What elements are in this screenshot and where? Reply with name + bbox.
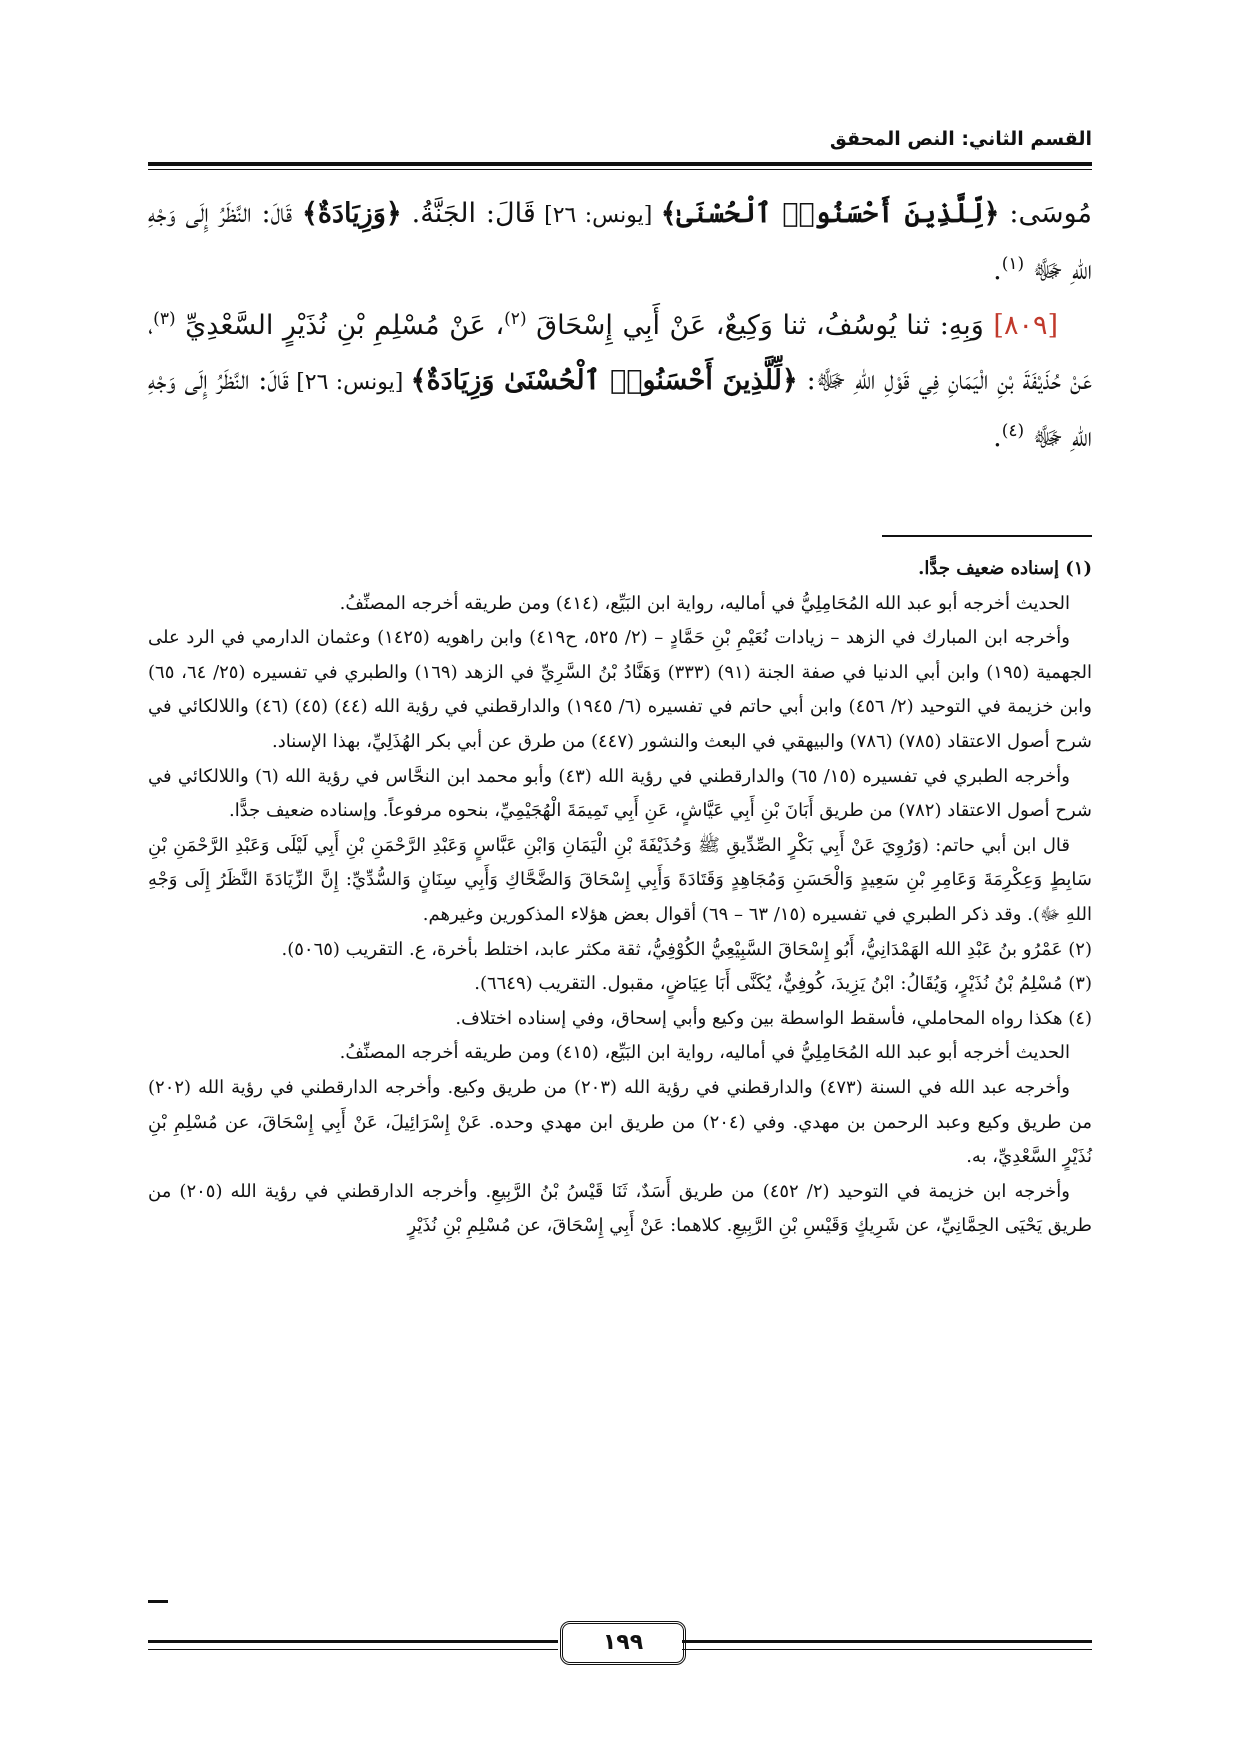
text-span: قَالَ: النَّظَرُ إِلَى وَجْهِ اللهِ ﷻ [148, 365, 1092, 453]
page-header [148, 128, 1092, 150]
text-span: قَالَ: النَّظَرُ إِلَى وَجْهِ اللهِ ﷻ [148, 198, 1092, 286]
footnote-paragraph: وأخرجه ابن خزيمة في التوحيد (٢/ ٤٥٢) من طريق أَسَدٌ، ثَنَا قَيْسُ بْنُ الرَّبِيعِ. وأخرجه الدارقطني في رؤية الله (٢٠٥) من طريق يَحْيَى الحِمَّانِيِّ، عن شَرِيكٍ وَقَيْسِ بْنِ الرَّبِيعِ. كلاهما: عَنْ أَبِي إِسْحَاقَ، عن مُسْلِمِ بْنِ نُذَيْرٍ [148, 1180, 1092, 1237]
footnote-separator [882, 535, 1092, 537]
footnote-paragraph: (٢) عَمْرُو بنُ عَبْدِ الله الهَمْدَانِيُّ، أَبُو إِسْحَاقَ السَّبِيْعِيُّ الكُوْفِيُّ، ثقة مكثر عابد، اختلط بأخرة، ع. التقريب (٥٠٦٥). [281, 938, 1092, 960]
text-span: قَالَ: الجَنَّةُ. [401, 198, 536, 229]
verse-reference: [يونس: ٢٦] [535, 203, 661, 228]
footnote-ref: (٢) [504, 309, 527, 329]
footer-rule-left [148, 1640, 558, 1650]
footnote-paragraph: قال ابن أبي حاتم: (وَرُوِيَ عَنْ أَبِي بَكْرٍ الصِّدِّيقِ ﷺ وَحُذَيْفَةَ بْنِ الْيَمَانِ وَابْنِ عَبَّاسٍ وَعَبْدِ الرَّحْمَنِ بْنِ أَبِي لَيْلَى وَعَبْدِ الرَّحْمَنِ بْنِ سَابِطٍ وَعِكْرِمَةَ وَعَامِرِ بْنِ سَعِيدٍ وَالْحَسَنِ وَمُجَاهِدٍ وَقَتَادَةَ وَأَبِي إِسْحَاقَ وَالضَّحَّاكِ وَأَبِي سِنَانٍ وَالسُّدِّيِّ: إِنَّ الزِّيَادَةَ النَّظَرُ إِلَى وَجْهِ اللهِ ﷻ). وقد ذكر الطبري في تفسيره (١٥/ ٦٣ – ٦٩) أقوال بعض هؤلاء المذكورين وغيرهم. [148, 834, 1092, 925]
text-span: ، عَنْ مُسْلِمِ بْنِ نُذَيْرٍ السَّعْدِيِّ [185, 310, 505, 341]
continuation-mark [148, 1600, 168, 1603]
footnote-paragraph: وأخرجه الطبري في تفسيره (١٥/ ٦٥) والدارقطني في رؤية الله (٤٣) وأبو محمد ابن النحَّاس في رؤية الله (٦) واللالكائي في شرح أصول الاعتقاد (٧٨٢) من طريق أَبَانَ بْنِ أَبِي عَيَّاشٍ، عَنِ أَبِي تَمِيمَةَ الْهُجَيْمِيِّ، بنحوه مرفوعاً. وإسناده ضعيف جدًّا. [148, 765, 1092, 822]
section-title: القسم الثاني: النص المحقق [829, 128, 1092, 150]
footnote-paragraph: (٤) هكذا رواه المحاملي، فأسقط الواسطة بين وكيع وأبي إسحاق، وفي إسناده اختلاف. [455, 1007, 1092, 1029]
text-span: . [993, 422, 1002, 453]
footnote-paragraph: (٣) مُسْلِمُ بْنُ نُذَيْرٍ، وَيُقَالُ: ابْنُ يَزِيدَ، كُوفِيٌّ، يُكَنَّى أَبَا عِيَاضٍ، مقبول. التقريب (٦٦٤٩). [474, 973, 1092, 995]
verse-reference: [يونس: ٢٦] [288, 370, 411, 395]
text-span: ، عَنْ حُذَيْفَةَ بْنِ الْيَمَانِ فِي قَوْلِ اللهِ ﷻ: [148, 310, 1093, 396]
page-number-text: ١٩٩ [602, 1630, 644, 1655]
footnote-paragraph: الحديث أخرجه أبو عبد الله المُحَامِلِيُّ في أماليه، رواية ابن البَيِّع، (٤١٥) ومن طريقه أخرجه المصنِّفُ. [339, 1042, 1070, 1064]
quran-verse: ﴿لِّلَّذِينَ أَحْسَنُوا۟ ٱلْحُسْنَىٰ وَزِيَادَةٌ﴾ [410, 365, 798, 396]
footnote-paragraph: الحديث أخرجه أبو عبد الله المُحَامِلِيُّ في أماليه، رواية ابن البَيِّع، (٤١٤) ومن طريقه أخرجه المصنِّفُ. [339, 592, 1070, 614]
footnotes [148, 552, 1092, 1244]
page-number [560, 1621, 686, 1665]
hadith-number: [٨٠٩] [993, 310, 1058, 341]
text-span: . [993, 255, 1002, 286]
footnote-paragraph: (١) إسناده ضعيف جدًّا. [918, 558, 1092, 579]
text-span: مُوسَى: [999, 198, 1092, 229]
paragraph-2 [148, 298, 1092, 465]
quran-verse: ﴿لِّلَّذِينَ أَحْسَنُوا۟ ٱلْحُسْنَىٰ﴾ [660, 198, 1000, 229]
footnote-ref: (٤) [1001, 421, 1025, 441]
text-span: وَبِهِ: ثنا يُوسُفُ، ثنا وَكِيعٌ، عَنْ أَبِي إِسْحَاقَ [536, 310, 994, 341]
quran-verse: ﴿وَزِيَادَةٌ﴾ [302, 198, 402, 229]
footnote-paragraph: وأخرجه عبد الله في السنة (٤٧٣) والدارقطني في رؤية الله (٢٠٣) من طريق وكيع. وأخرجه الدارقطني في رؤية الله (٢٠٢) من طريق وكيع وعبد الرحمن بن مهدي. وفي (٢٠٤) من طريق ابن مهدي وحده. عَنْ إِسْرَائِيلَ، عَنْ أَبِي إِسْحَاقَ، عن مُسْلِمِ بْنِ نُذَيْرٍ السَّعْدِيِّ، به. [148, 1076, 1093, 1168]
header-rule [148, 162, 1092, 170]
footnote-paragraph: وأخرجه ابن المبارك في الزهد – زيادات نُعَيْمِ بْنِ حَمَّادٍ – (٢/ ٥٢٥، ح٤١٩) وابن راهويه (١٤٢٥) وعثمان الدارمي في الرد على الجهمية (١٩٥) وابن أبي الدنيا في صفة الجنة (٩١) (٣٣٣) وَهَنَّادُ بْنُ السَّرِيِّ في الزهد (١٦٩) والطبري في تفسيره (٢٥/ ٦٤، ٦٥) وابن خزيمة في التوحيد (٢/ ٤٥٦) وابن أبي حاتم في تفسيره (٦/ ١٩٤٥) والدارقطني في رؤية الله (٤٤) (٤٥) (٤٦) واللالكائي في شرح أصول الاعتقاد (٧٨٥) (٧٨٦) والبيهقي في البعث والنشور (٤٤٧) من طرق عن أبي بكر الهُذَلِيِّ، بهذا الإسناد. [148, 627, 1092, 752]
footnote-ref: (١) [1001, 254, 1025, 274]
footer-rule-right [682, 1640, 1092, 1650]
footnote-ref: (٣) [153, 309, 176, 329]
paragraph-1 [148, 186, 1092, 298]
main-text [148, 186, 1092, 465]
